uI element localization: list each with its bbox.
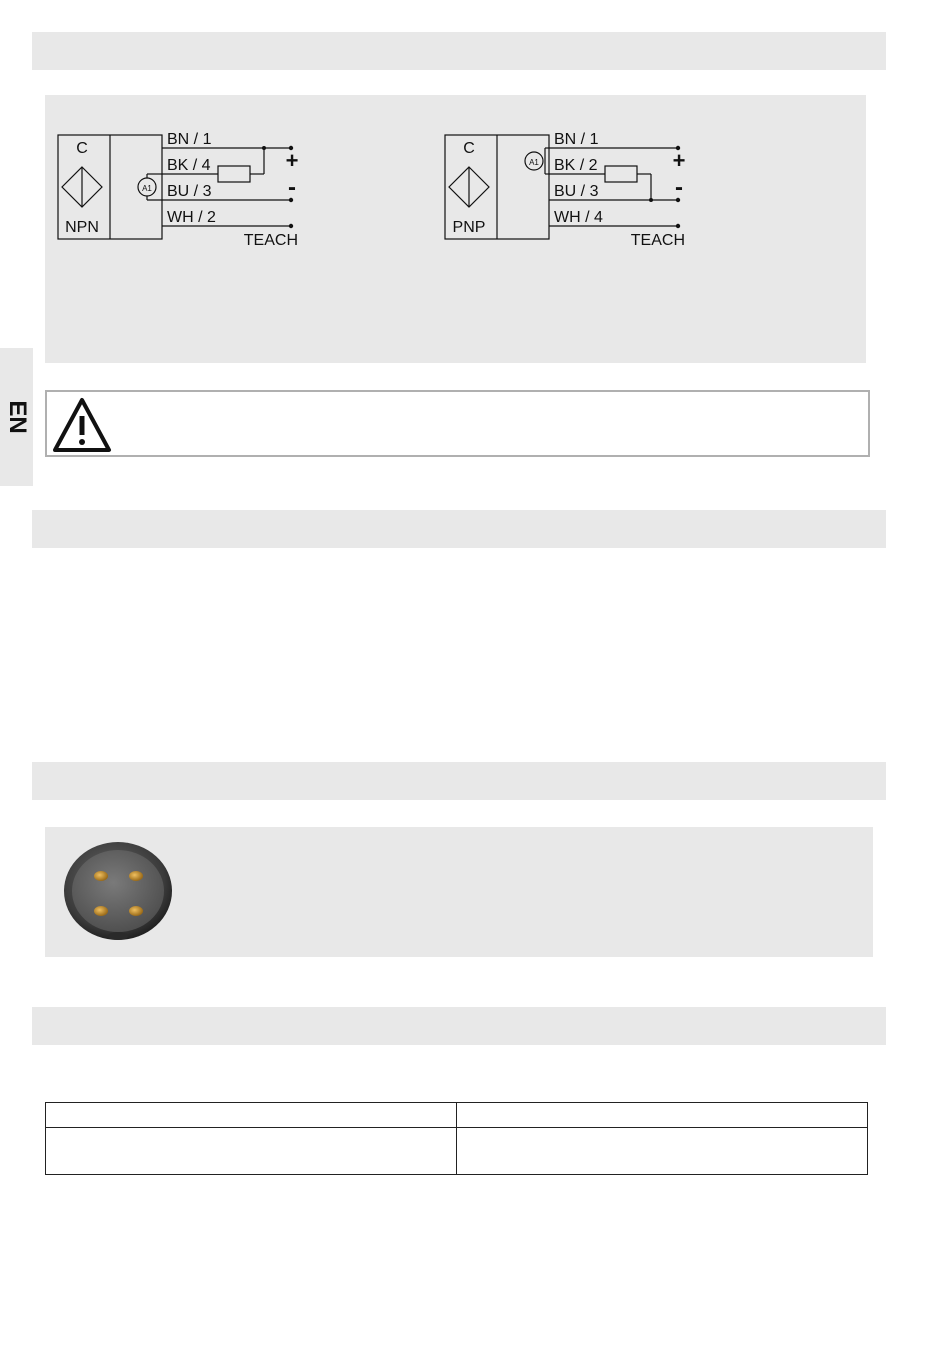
pnp-wiring-diagram [437,120,707,260]
m12-4-pin-connector-icon [60,840,180,945]
npn-plus-label: + [285,148,299,173]
pnp-wire-2: BK / 2 [554,157,598,174]
table-cell [457,1128,868,1175]
npn-a1-label: A1 [142,184,152,193]
pnp-a1-label: A1 [529,158,539,167]
npn-wire-1: BN / 1 [167,131,212,148]
pnp-plus-label: + [672,148,686,173]
language-label: EN [3,400,31,434]
pnp-face-label: C [463,140,475,157]
pnp-type-label: PNP [452,219,486,236]
pnp-wire-3: BU / 3 [554,183,599,200]
npn-wire-4: WH / 2 [167,209,216,226]
npn-teach-label: TEACH [243,232,298,249]
npn-wire-3: BU / 3 [167,183,212,200]
table-header-row [46,1103,868,1128]
npn-type-label: NPN [65,219,99,236]
warning-triangle-icon [51,396,113,454]
pnp-wire-1: BN / 1 [554,131,599,148]
pnp-teach-label: TEACH [630,232,685,249]
table-header-cell [46,1103,457,1128]
warning-box [45,390,870,457]
npn-minus-label: - [288,174,296,201]
table-header-cell [457,1103,868,1128]
pnp-wire-4: WH / 4 [554,209,603,226]
language-tab[interactable] [0,348,33,486]
pnp-minus-label: - [675,174,683,201]
section-header-bar-1 [32,32,886,70]
section-header-bar-4 [32,1007,886,1045]
info-table [45,1102,868,1175]
npn-face-label: C [76,140,88,157]
npn-wire-2: BK / 4 [167,157,211,174]
table-cell [46,1128,457,1175]
section-header-bar-3 [32,762,886,800]
npn-wiring-diagram [50,120,320,260]
section-header-bar-2 [32,510,886,548]
table-row [46,1128,868,1175]
